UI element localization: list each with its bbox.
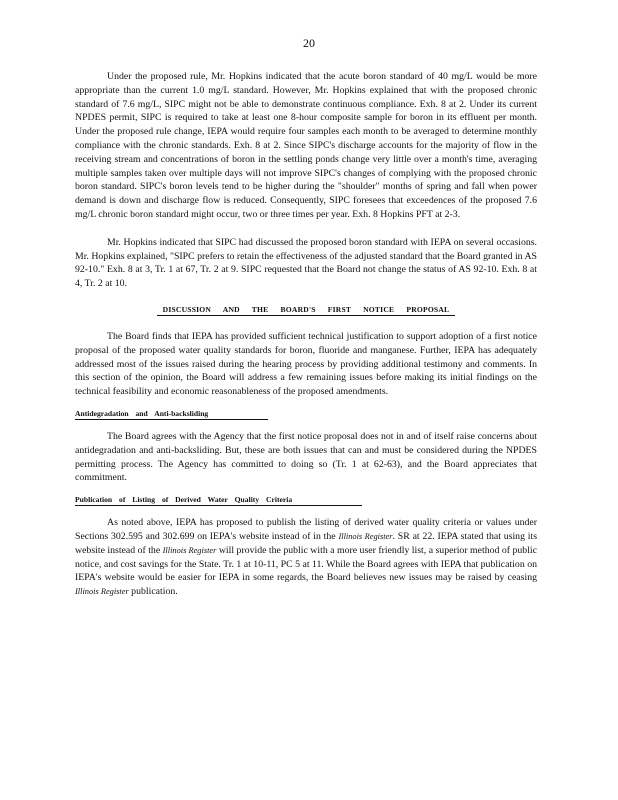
paragraph-hopkins-iepa: Mr. Hopkins indicated that SIPC had discussed the proposed boron standard with IEPA on several occasions. Mr. Hopkins explained, "SIPC prefers to retain the effectiveness of the adjusted standard that the Board granted in AS 92-10." Exh. 8 at 3, Tr. 1 at 67, Tr. 2 at 9. SIPC requested that the Board not change the status of AS 92-10. Exh. 8 at 4, Tr. 2 at 10. (75, 236, 537, 290)
subheading-publication (75, 495, 537, 506)
section-heading-discussion-text: DISCUSSION AND THE BOARD'S FIRST NOTICE PROPOSAL (157, 305, 456, 316)
illinois-register-ref-2: Illinois Register (162, 545, 217, 555)
paragraph-publication-part-1: As noted above, IEPA has proposed to publish the listing of derived water quality criteria or values under Sections 302.595 and 302.699 on IEPA's website instead of in the (75, 517, 537, 542)
section-heading-discussion (75, 305, 537, 316)
paragraph-antidegradation: The Board agrees with the Agency that the first notice proposal does not in and of itself raise concerns about antidegradation and anti-backsliding. But, these are both issues that can and must be considered during the NPDES permitting process. The Agency has committed to doing so (Tr. 1 at 62-63), and the Board appreciates that commitment. (75, 430, 537, 484)
paragraph-board-finds: The Board finds that IEPA has provided sufficient technical justification to support adoption of a first notice proposal of the proposed water quality standards for boron, fluoride and manganese. Further, IEPA has adequately addressed most of the issues raised during the hearing process by providing additional testimony and comments. In this section of the opinion, the Board will address a few remaining issues before making its initial findings on the technical feasibility and economic reasonableness of the proposed amendments. (75, 330, 537, 398)
subheading-antidegradation (75, 409, 537, 420)
subheading-antidegradation-text: Antidegradation and Anti-backsliding (75, 409, 268, 420)
illinois-register-ref-1: Illinois Register (338, 531, 393, 541)
paragraph-publication-part-3: will provide the public with a more user friendly list, a superior method of public notice, and cost savings for the State. Tr. 1 at 10-11, PC 5 at 11. While the Board agrees with IEPA that publication on IEPA's website would be easier for IEPA in some regards, the Board believes new issues may be raised by ceasing (75, 544, 537, 584)
paragraph-publication-part-4: publication. (128, 586, 178, 598)
illinois-register-ref-3: Illinois Register (75, 587, 129, 597)
page-number: 20 (303, 36, 315, 50)
subheading-publication-text: Publication of Listing of Derived Water Quality Criteria (75, 495, 362, 506)
paragraph-publication-part-2: . SR at 22. IEPA stated that using its website instead of the (75, 530, 538, 556)
paragraph-publication (75, 516, 537, 599)
paragraph-hopkins-boron: Under the proposed rule, Mr. Hopkins indicated that the acute boron standard of 40 mg/L would be more appropriate than the current 1.0 mg/L standard. However, Mr. Hopkins explained that with the proposed chronic standard of 7.6 mg/L, SIPC might not be able to demonstrate continuous compliance. Exh. 8 at 2. Under its current NPDES permit, SIPC is required to take at least one 8-hour composite sample for boron in its effluent per month. Under the proposed rule change, IEPA would require four samples each month to be averaged to determine monthly compliance with the chronic standards. Exh. 8 at 2. Since SIPC's discharge accounts for the majority of flow in the receiving stream and concentrations of boron in the settling ponds change very little over a month's time, averaging multiple samples taken over multiple days will not improve SIPC's changes of complying with the proposed chronic boron standard. SIPC's boron levels tend to be higher during the "shoulder" months of spring and fall when power demand is down and discharge flow is reduced. Consequently, SIPC foresees that exceedences of the proposed 7.6 mg/L chronic boron standard might occur, two or three times per year. Exh. 8 Hopkins PFT at 2-3. (75, 71, 537, 220)
page-content (75, 70, 537, 599)
